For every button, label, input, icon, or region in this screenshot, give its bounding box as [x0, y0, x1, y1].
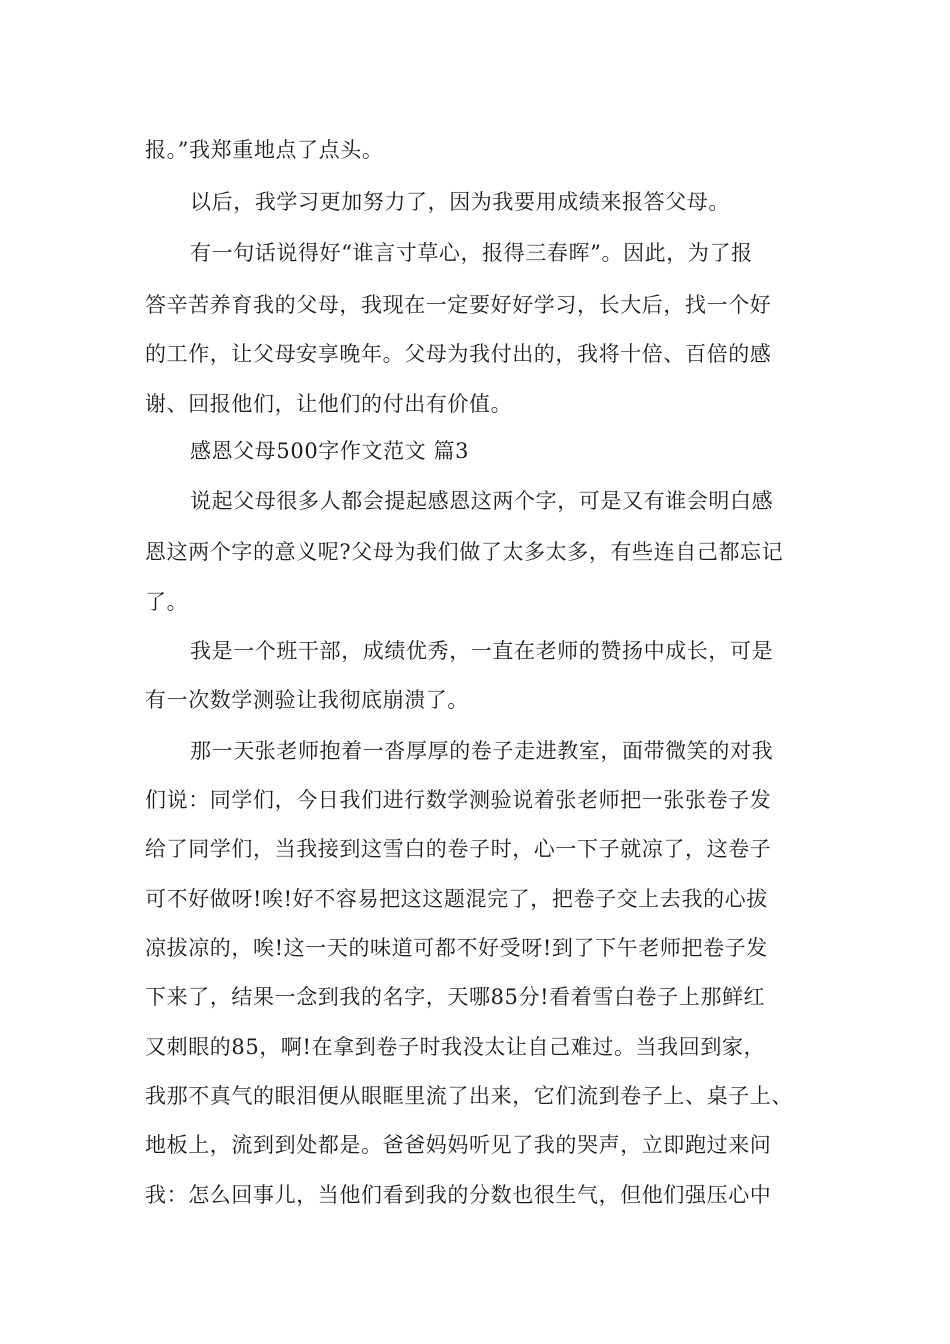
text-line: 们说：同学们，今日我们进行数学测验说着张老师把一张张卷子发: [145, 788, 772, 812]
text-line: 我是一个班干部，成绩优秀，一直在老师的赞扬中成长，可是: [190, 639, 774, 663]
text-line: 有一句话说得好“谁言寸草心，报得三春晖”。因此，为了报: [190, 241, 753, 265]
text-line: 那一天张老师抱着一沓厚厚的卷子走进教室，面带微笑的对我: [190, 739, 774, 763]
text-line: 可不好做呀!唉!好不容易把这这题混完了，把卷子交上去我的心拔: [145, 887, 768, 911]
text-line: 谢、回报他们，让他们的付出有价值。: [145, 392, 513, 416]
text-line: 我：怎么回事儿，当他们看到我的分数也很生气，但他们强压心中: [145, 1183, 772, 1207]
section-heading: 感恩父母500字作文范文 篇3: [190, 439, 470, 463]
text-line: 给了同学们，当我接到这雪白的卷子时，心一下子就凉了，这卷子: [145, 837, 772, 861]
text-line: 地板上，流到到处都是。爸爸妈妈听见了我的哭声，立即跑过来问: [145, 1133, 772, 1157]
text-line: 我那不真气的眼泪便从眼眶里流了出来，它们流到卷子上、桌子上、: [145, 1084, 793, 1108]
text-line: 有一次数学测验让我彻底崩溃了。: [145, 688, 469, 712]
text-line: 的工作，让父母安享晚年。父母为我付出的，我将十倍、百倍的感: [145, 342, 772, 366]
text-line: 了。: [145, 590, 189, 614]
text-line: 以后，我学习更加努力了，因为我要用成绩来报答父母。: [190, 190, 730, 214]
text-line: 凉拔凉的，唉!这一天的味道可都不好受呀!到了下午老师把卷子发: [145, 936, 768, 960]
text-line: 报。”我郑重地点了点头。: [145, 138, 384, 162]
text-line: 又刺眼的85，啊!在拿到卷子时我没太让自己难过。当我回到家，: [145, 1035, 766, 1059]
text-line: 答辛苦养育我的父母，我现在一定要好好学习，长大后，找一个好: [145, 293, 772, 317]
text-line: 恩这两个字的意义呢?父母为我们做了太多太多，有些连自己都忘记: [145, 540, 784, 564]
text-line: 说起父母很多人都会提起感恩这两个字，可是又有谁会明白感: [190, 489, 774, 513]
text-line: 下来了，结果一念到我的名字，天哪85分!看着雪白卷子上那鲜红: [145, 985, 766, 1009]
